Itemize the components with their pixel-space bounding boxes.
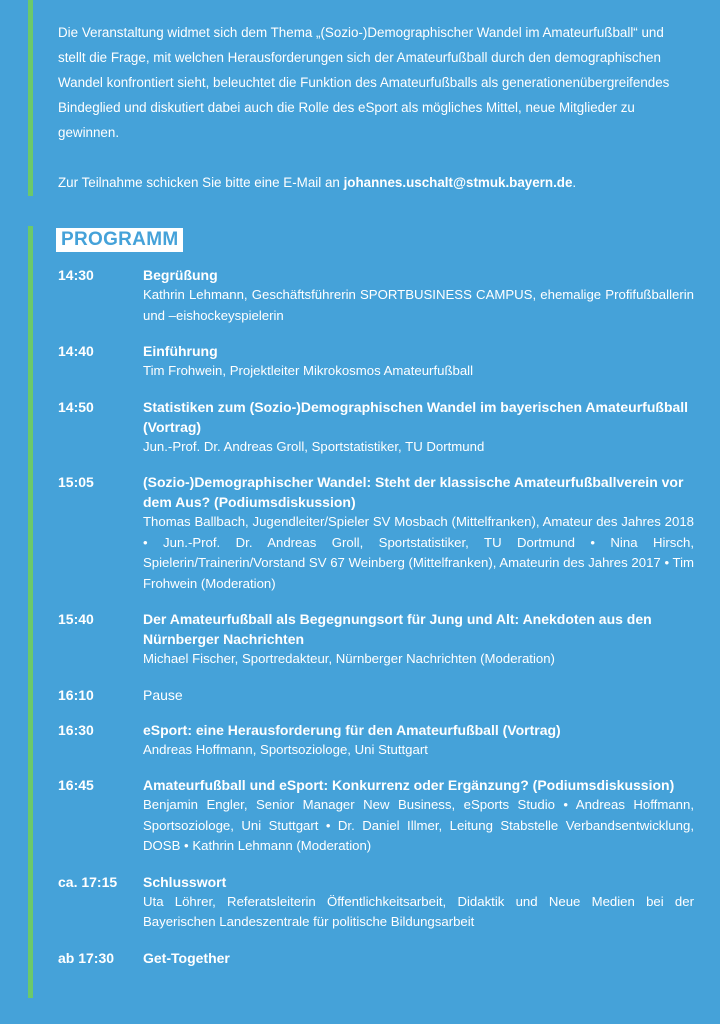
program-entry [58, 685, 694, 705]
program-entry-title: Begrüßung [143, 267, 218, 283]
program-entry [58, 472, 694, 594]
intro-section [58, 20, 694, 195]
program-entry-time: 14:40 [58, 343, 94, 359]
program-entry-title: Statistiken zum (Sozio-)Demographischen Wandel im bayerischen Amateurfußball (Vortrag) [143, 398, 689, 435]
program-entry-speakers: Andreas Hoffmann, Sportsoziologe, Uni Stuttgart [143, 741, 428, 757]
program-entry-content [143, 685, 694, 705]
program-entry-content [143, 720, 694, 761]
program-entry [58, 948, 694, 968]
program-entry-title: Amateurfußball und eSport: Konkurrenz oder Ergänzung? (Podiumsdiskussion) [143, 777, 675, 793]
program-entry-speakers: Tim Frohwein, Projektleiter Mikrokosmos Amateurfußball [143, 363, 474, 378]
program-entry-content [143, 265, 694, 326]
program-entry-title: Einführung [143, 343, 218, 359]
program-entry-content [143, 948, 694, 968]
program-entry [58, 872, 694, 933]
program-heading: PROGRAMM [56, 228, 183, 252]
contact-prefix: Zur Teilnahme schicken Sie bitte eine E-Mail an [58, 175, 344, 190]
program-entry-time: 14:30 [58, 267, 94, 283]
program-entry [58, 397, 694, 458]
program-list [58, 265, 694, 983]
program-entry-time: 15:40 [58, 611, 94, 627]
program-entry-time: 14:50 [58, 398, 94, 415]
program-entry-speakers: Kathrin Lehmann, Geschäftsführerin SPORTBUSINESS CAMPUS, ehemalige Profifußballerin und –eishockeyspielerin [143, 287, 694, 323]
program-entry-title: Schlusswort [143, 873, 227, 890]
accent-bar-top [28, 0, 33, 196]
program-entry-speakers: Michael Fischer, Sportredakteur, Nürnberger Nachrichten (Moderation) [143, 651, 555, 666]
program-entry [58, 720, 694, 761]
program-entry-content [143, 341, 694, 382]
program-entry-speakers: Jun.-Prof. Dr. Andreas Groll, Sportstatistiker, TU Dortmund [143, 438, 485, 454]
program-entry-content [143, 397, 694, 458]
contact-email-link[interactable]: johannes.uschalt@stmuk.bayern.de [343, 175, 573, 190]
program-entry [58, 609, 694, 670]
intro-paragraph: Die Veranstaltung widmet sich dem Thema „(Sozio-)Demographischer Wandel im Amateurfußball“ und stellt die Frage, mit welchen Herausforderungen sich der Amateurfußball durch den demographischen Wandel konfrontiert sieht, beleuchtet die Funktion des Amateurfußballs als generationenübergreifendes Bindeglied und diskutiert dabei auch die Rolle des eSport als mögliches Mittel, neue Mitglieder zu gewinnen. [58, 25, 670, 140]
program-entry-speakers: Uta Löhrer, Referatsleiterin Öffentlichkeitsarbeit, Didaktik und Neue Medien bei der Bayerischen Landeszentrale für politische Bildungsarbeit [143, 893, 694, 929]
program-entry-time: 16:45 [58, 777, 94, 793]
program-entry-title: Pause [143, 686, 183, 703]
program-entry-content [143, 609, 694, 670]
program-entry-time: 16:10 [58, 686, 94, 703]
program-entry [58, 265, 694, 326]
program-entry [58, 341, 694, 382]
program-entry-title: Der Amateurfußball als Begegnungsort für Jung und Alt: Anekdoten aus den Nürnberger Nachrichten [143, 611, 652, 647]
program-entry-speakers: Benjamin Engler, Senior Manager New Business, eSports Studio • Andreas Hoffmann, Sportsoziologe, Uni Stuttgart • Dr. Daniel Illmer, Leitung Stabstelle Verbandsentwicklung, DOSB • Kathrin Lehmann (Moderation) [143, 797, 694, 853]
program-entry-content [143, 472, 694, 594]
program-entry-time: ca. 17:15 [58, 873, 118, 890]
accent-bar-program [28, 226, 33, 998]
program-entry-speakers: Thomas Ballbach, Jugendleiter/Spieler SV Mosbach (Mittelfranken), Amateur des Jahres 2018 • Jun.-Prof. Dr. Andreas Groll, Sportstatistiker, TU Dortmund • Nina Hirsch, Spielerin/Trainerin/Vorstand SV 67 Weinberg (Mittelfranken), Amateurin des Jahres 2017 • Tim Frohwein (Moderation) [143, 514, 694, 591]
program-entry-time: 15:05 [58, 474, 94, 490]
program-entry [58, 775, 694, 857]
program-entry-title: (Sozio-)Demographischer Wandel: Steht der klassische Amateurfußballverein vor dem Aus? (Podiumsdiskussion) [143, 474, 684, 510]
contact-line [58, 170, 694, 195]
program-entry-content [143, 872, 694, 933]
program-entry-time: 16:30 [58, 721, 94, 738]
program-entry-time: ab 17:30 [58, 949, 115, 966]
contact-suffix: . [572, 175, 577, 190]
program-entry-content [143, 775, 694, 857]
program-entry-title: eSport: eine Herausforderung für den Amateurfußball (Vortrag) [143, 721, 561, 738]
program-entry-title: Get-Together [143, 949, 230, 966]
